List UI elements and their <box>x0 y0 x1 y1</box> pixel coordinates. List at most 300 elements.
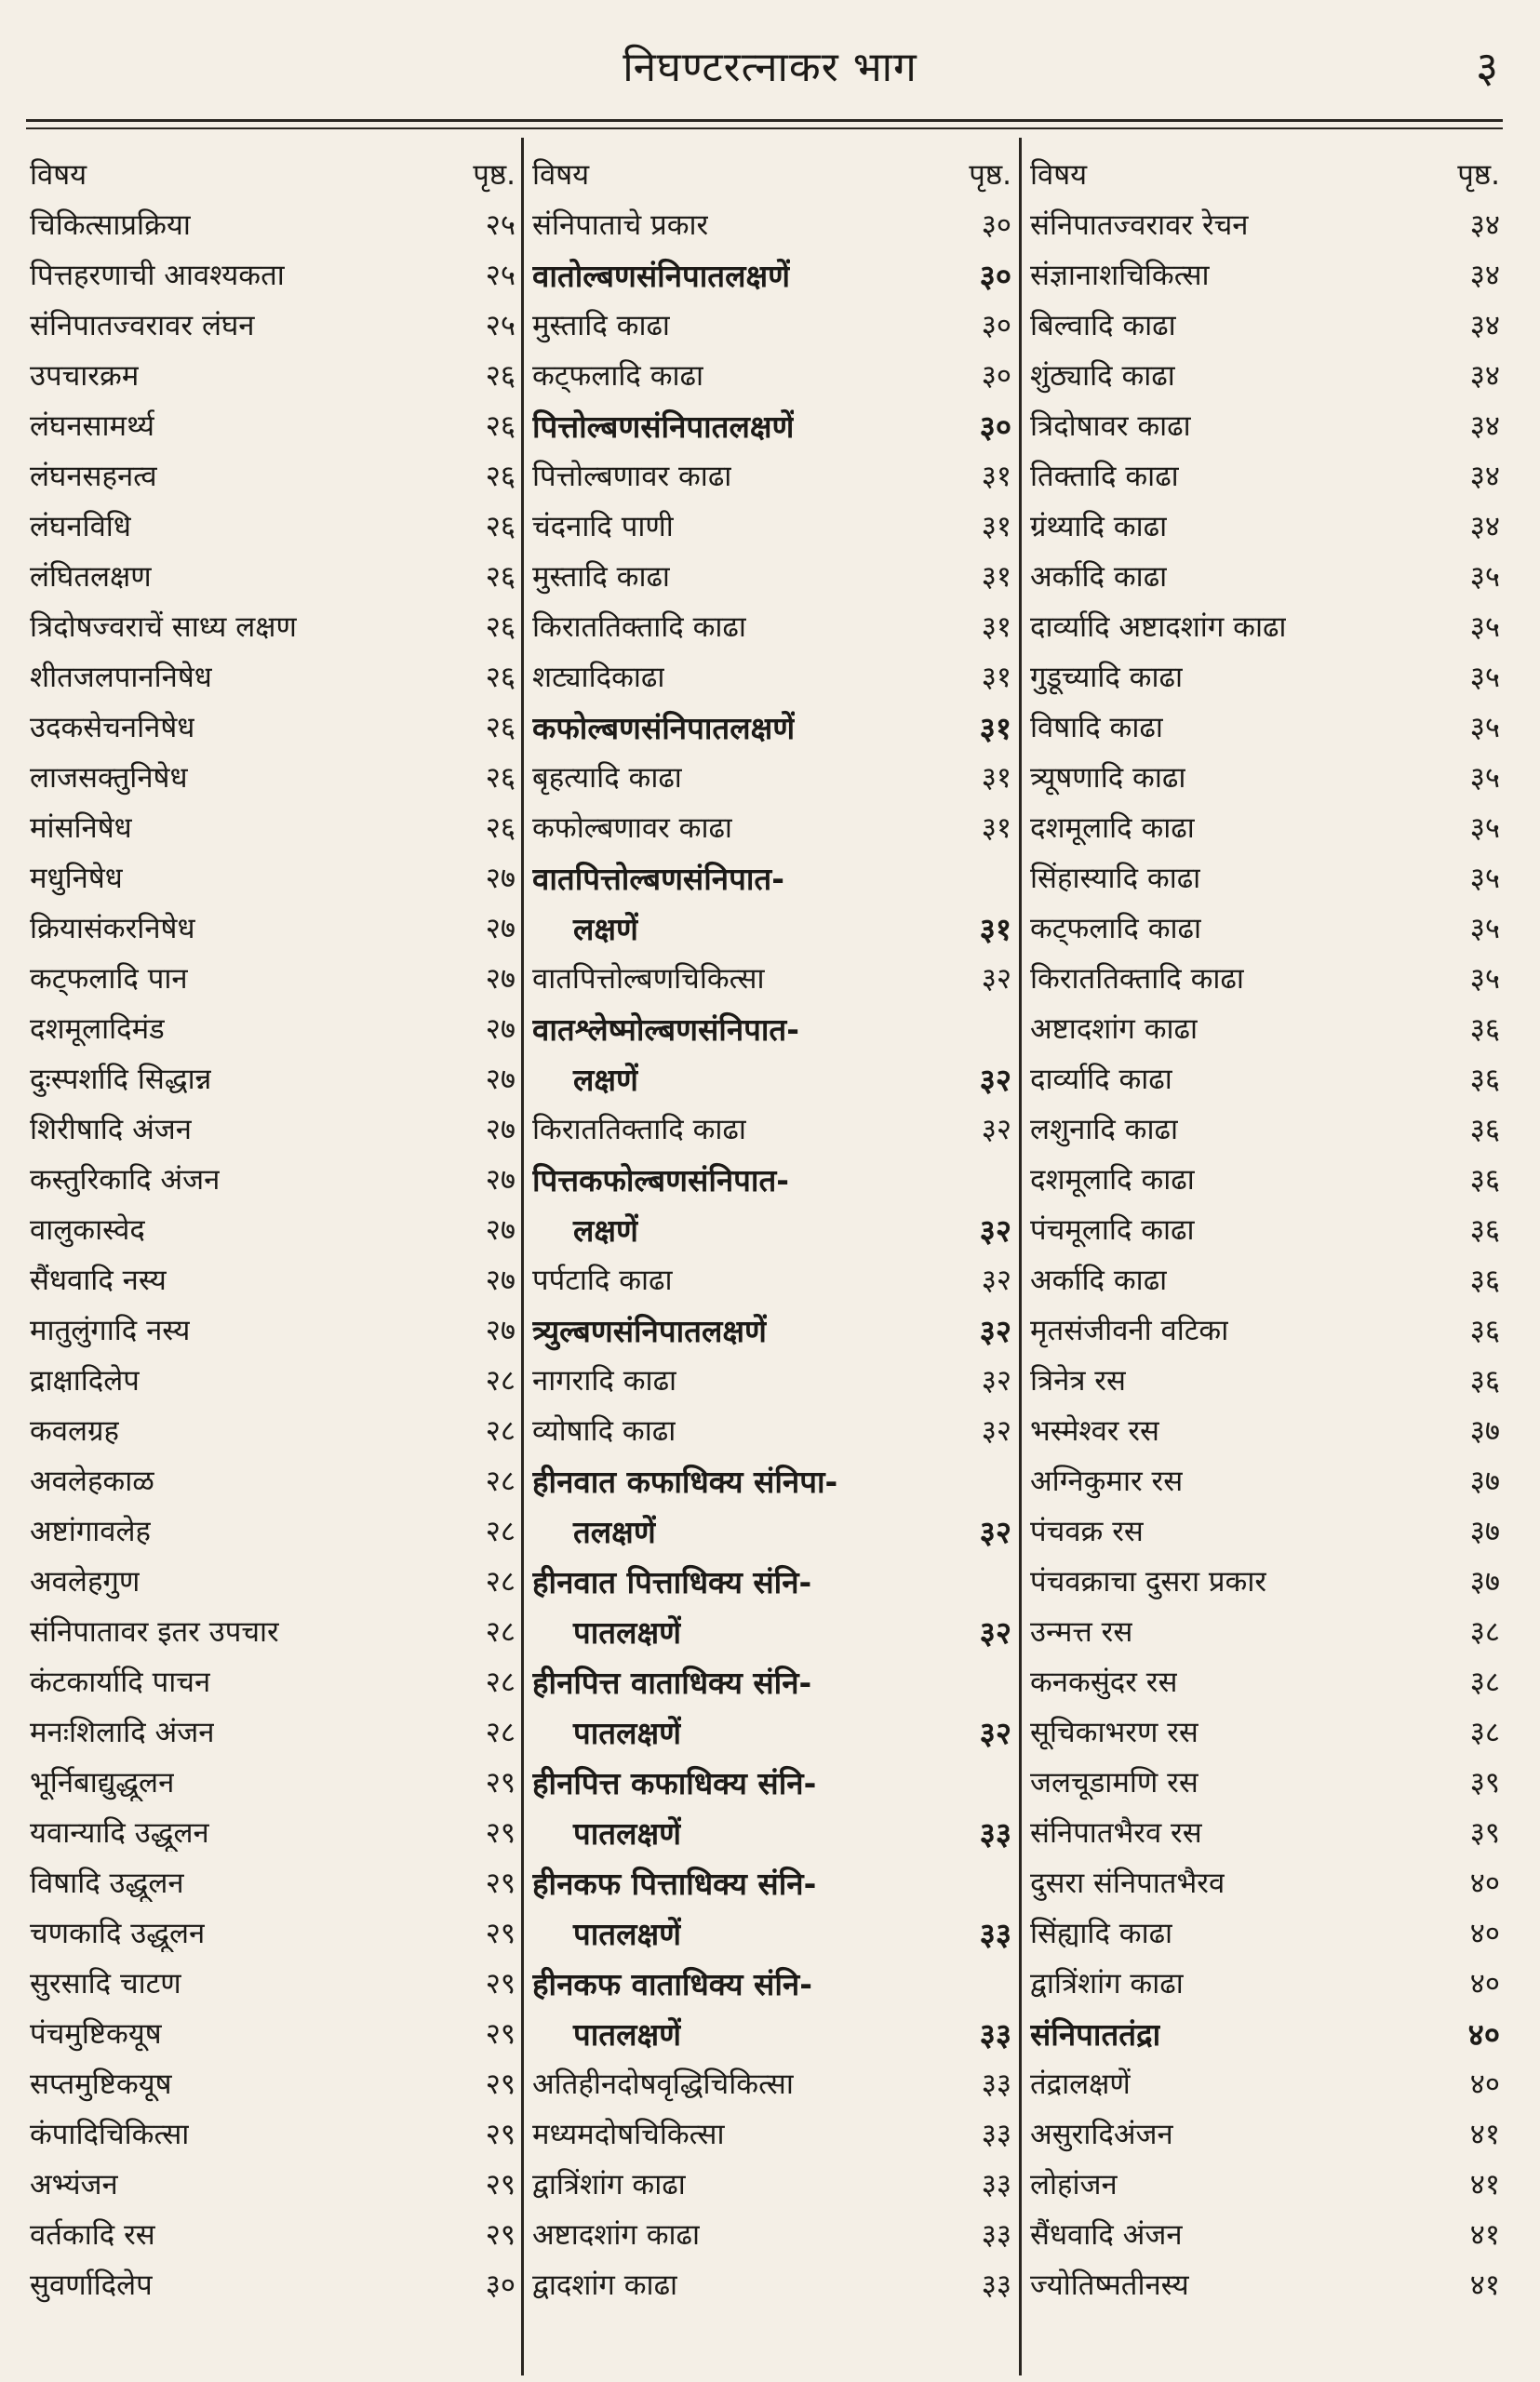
entry-page: ३५ <box>1469 811 1500 845</box>
index-entry <box>1026 651 1506 702</box>
entry-subject: सूचिकाभरण रस <box>1030 1716 1199 1749</box>
entry-page: ३८ <box>1469 1615 1500 1649</box>
index-entry <box>529 852 1017 903</box>
entry-subject: कफोल्बणावर काढा <box>532 811 732 845</box>
entry-page: २७ <box>485 1314 516 1347</box>
index-entry <box>1026 1807 1506 1857</box>
index-entry <box>529 2108 1017 2159</box>
index-entry <box>26 1807 521 1857</box>
page-number: ३ <box>1476 42 1498 92</box>
entry-page: २५ <box>485 309 516 342</box>
column-header-subject: विषय <box>30 158 87 192</box>
entry-page: ३१ <box>981 510 1011 543</box>
entry-page: ३६ <box>1469 1163 1500 1197</box>
index-rows <box>26 199 521 2309</box>
index-entry <box>1026 551 1506 601</box>
column-header <box>26 149 521 199</box>
entry-subject: हीनवात कफाधिक्य संनिपा- <box>532 1463 838 1500</box>
index-entry <box>529 702 1017 752</box>
index-entry <box>1026 1656 1506 1706</box>
entry-subject: ग्रंथ्यादि काढा <box>1030 510 1168 543</box>
entry-page: ३२ <box>979 1211 1011 1249</box>
index-entry <box>26 400 521 450</box>
entry-subject: पर्पटादि काढा <box>532 1264 673 1297</box>
entry-subject: मध्यमदोषचिकित्सा <box>532 2118 725 2151</box>
entry-page: ३० <box>981 309 1011 342</box>
entry-subject: वातोल्बणसंनिपातलक्षणें <box>532 257 791 294</box>
entry-page: ३८ <box>1469 1716 1500 1749</box>
entry-page: २७ <box>485 1113 516 1146</box>
entry-page: ३५ <box>1469 560 1500 594</box>
index-rows <box>1026 199 1506 2309</box>
entry-page: ३२ <box>979 1312 1011 1349</box>
index-entry <box>26 1104 521 1154</box>
column-header-page: पृष्ठ. <box>969 158 1011 192</box>
column-header-page: पृष्ठ. <box>473 158 516 192</box>
entry-subject: अर्कादि काढा <box>1030 1264 1168 1297</box>
index-entry <box>529 350 1017 400</box>
index-entry <box>26 802 521 852</box>
entry-subject: बृहत्यादि काढा <box>532 761 682 795</box>
entry-subject: अतिहीनदोषवृद्धिचिकित्सा <box>532 2068 794 2101</box>
entry-subject: त्र्यूषणादि काढा <box>1030 761 1186 795</box>
index-entry <box>1026 2058 1506 2108</box>
entry-page: ३६ <box>1469 1113 1500 1146</box>
entry-page: ३२ <box>981 1414 1011 1448</box>
entry-subject: संनिपातज्वरावर रेचन <box>1030 208 1249 242</box>
entry-page: ३४ <box>1469 409 1500 443</box>
column-header <box>1026 149 1506 199</box>
column-header-subject: विषय <box>1030 158 1088 192</box>
index-entry <box>26 1154 521 1204</box>
entry-subject: चिकित्साप्रक्रिया <box>30 208 191 242</box>
entry-page: ३२ <box>981 1113 1011 1146</box>
entry-subject: संज्ञानाशचिकित्सा <box>1030 259 1210 292</box>
entry-subject: विषादि काढा <box>1030 711 1163 744</box>
entry-subject: दशमूलादिमंड <box>30 1012 165 1046</box>
entry-page: २८ <box>485 1716 516 1749</box>
entry-subject: पंचवक्राचा दुसरा प्रकार <box>1030 1565 1267 1599</box>
entry-page: २९ <box>485 1967 516 2001</box>
entry-page: २७ <box>485 912 516 945</box>
entry-page: २८ <box>485 1414 516 1448</box>
entry-subject: संनिपातभैरव रस <box>1030 1816 1202 1850</box>
entry-page: ३६ <box>1469 1213 1500 1247</box>
entry-page: ३२ <box>979 1714 1011 1751</box>
entry-subject: असुरादिअंजन <box>1030 2118 1173 2151</box>
entry-subject: मुस्तादि काढा <box>532 309 670 342</box>
entry-subject: हीनवात पित्ताधिक्य संनि- <box>532 1563 812 1600</box>
entry-subject: द्राक्षादिलेप <box>30 1364 140 1398</box>
index-entry <box>1026 1104 1506 1154</box>
entry-subject: पातलक्षणें <box>573 2015 681 2053</box>
index-entry <box>1026 802 1506 852</box>
entry-page: ३३ <box>979 1915 1011 1952</box>
entry-page: २६ <box>485 761 516 795</box>
entry-page: ३३ <box>981 2168 1011 2201</box>
entry-page: ४० <box>1469 1967 1500 2001</box>
index-entry <box>1026 2259 1506 2309</box>
index-entry <box>529 1958 1017 2008</box>
index-entry <box>529 1204 1017 1254</box>
entry-page: ३७ <box>1469 1565 1500 1599</box>
entry-subject: अष्टांगावलेह <box>30 1515 152 1548</box>
entry-page: ३३ <box>981 2218 1011 2252</box>
entry-page: ३४ <box>1469 309 1500 342</box>
entry-subject: गुडूच्यादि काढा <box>1030 661 1183 694</box>
entry-subject: शुंठ्यादि काढा <box>1030 359 1175 393</box>
entry-subject: तिक्तादि काढा <box>1030 460 1179 493</box>
entry-subject: शीतजलपाननिषेध <box>30 661 212 694</box>
entry-subject: संनिपाताचे प्रकार <box>532 208 709 242</box>
entry-page: ३५ <box>1469 862 1500 895</box>
column-divider-1 <box>521 138 524 2375</box>
entry-page: ३१ <box>981 460 1011 493</box>
entry-subject: पातलक्षणें <box>573 1915 681 1952</box>
entry-page: ३१ <box>981 761 1011 795</box>
entry-page: २९ <box>485 1917 516 1950</box>
index-entry <box>26 1857 521 1907</box>
index-entry <box>529 1154 1017 1204</box>
entry-subject: सुवर्णादिलेप <box>30 2268 153 2302</box>
entry-subject: पित्तोल्बणावर काढा <box>532 460 732 493</box>
entry-subject: संनिपातज्वरावर लंघन <box>30 309 255 342</box>
entry-subject: सैंधवादि नस्य <box>30 1264 167 1297</box>
entry-subject: तंद्रालक्षणें <box>1030 2068 1131 2101</box>
entry-subject: किराततिक्तादि काढा <box>532 1113 746 1146</box>
entry-subject: लाजसक्तुनिषेध <box>30 761 188 795</box>
entry-subject: हीनकफ पित्ताधिक्य संनि- <box>532 1865 817 1902</box>
entry-page: २६ <box>485 510 516 543</box>
entry-subject: मुस्तादि काढा <box>532 560 670 594</box>
entry-subject: उन्मत्त रस <box>1030 1615 1133 1649</box>
entry-subject: मधुनिषेध <box>30 862 123 895</box>
index-entry <box>26 1656 521 1706</box>
index-entry <box>26 1305 521 1355</box>
index-entry <box>1026 1907 1506 1958</box>
index-entry <box>1026 1355 1506 1405</box>
entry-subject: शिरीषादि अंजन <box>30 1113 192 1146</box>
entry-page: ४० <box>1469 1867 1500 1900</box>
entry-subject: लंघनसहनत्व <box>30 460 157 493</box>
entry-page: २९ <box>485 2218 516 2252</box>
entry-page: ४१ <box>1469 2218 1500 2252</box>
entry-page: २७ <box>485 962 516 996</box>
index-entry <box>1026 2108 1506 2159</box>
entry-page: ३२ <box>981 962 1011 996</box>
index-entry <box>1026 450 1506 501</box>
entry-page: ३२ <box>979 1613 1011 1651</box>
index-entry <box>1026 852 1506 903</box>
entry-subject: त्र्युल्बणसंनिपातलक्षणें <box>532 1312 767 1349</box>
index-entry <box>529 2008 1017 2058</box>
entry-subject: अभ्यंजन <box>30 2168 118 2201</box>
entry-subject: पित्तकफोल्बणसंनिपात- <box>532 1161 789 1198</box>
entry-page: ३५ <box>1469 962 1500 996</box>
entry-subject: सिंह्यादि काढा <box>1030 1917 1173 1950</box>
entry-subject: दुसरा संनिपातभैरव <box>1030 1867 1225 1900</box>
index-entry <box>529 1656 1017 1706</box>
entry-page: ३० <box>979 257 1011 294</box>
entry-page: ३५ <box>1469 661 1500 694</box>
entry-subject: जलचूडामणि रस <box>1030 1766 1199 1800</box>
entry-subject: पातलक्षणें <box>573 1714 681 1751</box>
index-entry <box>529 2209 1017 2259</box>
index-entry <box>1026 1254 1506 1305</box>
entry-subject: लक्षणें <box>573 1211 638 1249</box>
index-entry <box>26 1053 521 1104</box>
index-entry <box>26 601 521 651</box>
entry-page: २८ <box>485 1364 516 1398</box>
index-entry <box>26 350 521 400</box>
entry-subject: कट्फलादि पान <box>30 962 188 996</box>
entry-subject: कंटकार्यादि पाचन <box>30 1666 211 1699</box>
entry-page: २९ <box>485 2068 516 2101</box>
index-column-3 <box>1026 149 1506 2373</box>
entry-page: ४० <box>1467 2015 1500 2053</box>
entry-subject: पित्तहरणाची आवश्यकता <box>30 259 285 292</box>
index-entry <box>1026 1305 1506 1355</box>
page-title: निघण्टरत्नाकर भाग <box>623 44 917 91</box>
index-entry <box>529 199 1017 249</box>
entry-page: ३१ <box>981 560 1011 594</box>
entry-page: ३४ <box>1469 208 1500 242</box>
entry-page: ३३ <box>979 2015 1011 2053</box>
entry-subject: चणकादि उद्धूलन <box>30 1917 206 1950</box>
entry-page: ४१ <box>1469 2168 1500 2201</box>
entry-page: २६ <box>485 460 516 493</box>
entry-subject: सैंधवादि अंजन <box>1030 2218 1183 2252</box>
entry-page: ३७ <box>1469 1465 1500 1498</box>
index-entry <box>26 551 521 601</box>
entry-subject: पित्तोल्बणसंनिपातलक्षणें <box>532 408 795 445</box>
entry-page: ३२ <box>979 1513 1011 1550</box>
entry-subject: दार्व्यादि काढा <box>1030 1063 1172 1096</box>
index-entry <box>529 2159 1017 2209</box>
index-entry <box>1026 752 1506 802</box>
index-entry <box>1026 1606 1506 1656</box>
index-entry <box>529 1104 1017 1154</box>
entry-subject: ज्योतिष्मतीनस्य <box>1030 2268 1189 2302</box>
entry-subject: उपचारक्रम <box>30 359 140 393</box>
entry-page: २६ <box>485 610 516 644</box>
entry-subject: पंचमुष्टिकयूष <box>30 2017 162 2051</box>
index-entry <box>26 1505 521 1556</box>
index-rows <box>529 199 1017 2309</box>
entry-subject: अवलेहकाळ <box>30 1465 154 1498</box>
index-entry <box>1026 1455 1506 1505</box>
index-entry <box>1026 1556 1506 1606</box>
entry-subject: द्वादशांग काढा <box>532 2268 678 2302</box>
index-entry <box>529 903 1017 953</box>
entry-subject: कफोल्बणसंनिपातलक्षणें <box>532 709 796 746</box>
index-entry <box>1026 1505 1506 1556</box>
entry-page: २७ <box>485 1063 516 1096</box>
index-entry <box>26 501 521 551</box>
entry-page: ३४ <box>1469 510 1500 543</box>
index-entry <box>529 802 1017 852</box>
index-entry <box>1026 1757 1506 1807</box>
index-entry <box>529 1455 1017 1505</box>
entry-page: ३७ <box>1469 1414 1500 1448</box>
entry-page: २७ <box>485 1163 516 1197</box>
index-entry <box>1026 702 1506 752</box>
index-entry <box>26 752 521 802</box>
entry-subject: विषादि उद्धूलन <box>30 1867 184 1900</box>
entry-page: २६ <box>485 711 516 744</box>
index-entry <box>26 1455 521 1505</box>
entry-subject: मृतसंजीवनी वटिका <box>1030 1314 1229 1347</box>
index-entry <box>1026 1857 1506 1907</box>
entry-page: २५ <box>485 259 516 292</box>
entry-subject: दशमूलादि काढा <box>1030 1163 1195 1197</box>
entry-page: २८ <box>485 1515 516 1548</box>
entry-page: ३६ <box>1469 1364 1500 1398</box>
entry-page: २५ <box>485 208 516 242</box>
entry-page: ३१ <box>981 610 1011 644</box>
index-entry <box>1026 300 1506 350</box>
index-entry <box>529 1556 1017 1606</box>
entry-subject: द्वात्रिंशांग काढा <box>532 2168 686 2201</box>
entry-page: २९ <box>485 2168 516 2201</box>
entry-page: २८ <box>485 1666 516 1699</box>
index-entry <box>26 2159 521 2209</box>
entry-page: ३० <box>981 359 1011 393</box>
entry-subject: पातलक्षणें <box>573 1613 681 1651</box>
index-entry <box>529 752 1017 802</box>
index-entry <box>529 249 1017 300</box>
entry-page: २७ <box>485 1012 516 1046</box>
entry-page: ३२ <box>981 1364 1011 1398</box>
entry-subject: लोहांजन <box>1030 2168 1118 2201</box>
entry-page: ४१ <box>1469 2118 1500 2151</box>
index-entry <box>26 702 521 752</box>
entry-page: ३२ <box>979 1061 1011 1098</box>
entry-page: ४० <box>1469 1917 1500 1950</box>
index-entry <box>1026 2159 1506 2209</box>
entry-subject: हीनपित्त वाताधिक्य संनि- <box>532 1664 812 1701</box>
entry-subject: सिंहास्यादि काढा <box>1030 862 1201 895</box>
index-column-2 <box>529 149 1017 2373</box>
entry-subject: पातलक्षणें <box>573 1814 681 1852</box>
header-rule-bottom <box>26 127 1503 129</box>
index-entry <box>26 852 521 903</box>
entry-subject: किराततिक्तादि काढा <box>532 610 746 644</box>
index-entry <box>1026 350 1506 400</box>
entry-subject: वर्तकादि रस <box>30 2218 155 2252</box>
index-entry <box>529 400 1017 450</box>
entry-page: २८ <box>485 1465 516 1498</box>
entry-subject: दुःस्पर्शादि सिद्धान्न <box>30 1063 212 1096</box>
entry-subject: चंदनादि पाणी <box>532 510 674 543</box>
entry-subject: दशमूलादि काढा <box>1030 811 1195 845</box>
index-entry <box>529 1505 1017 1556</box>
entry-subject: कवलग्रह <box>30 1414 120 1448</box>
index-entry <box>1026 601 1506 651</box>
entry-subject: त्रिदोषज्वराचें साध्य लक्षण <box>30 610 297 644</box>
index-entry <box>26 2259 521 2309</box>
index-entry <box>529 2058 1017 2108</box>
entry-subject: लशुनादि काढा <box>1030 1113 1178 1146</box>
column-divider-2 <box>1019 138 1022 2375</box>
index-entry <box>529 2259 1017 2309</box>
entry-page: ३६ <box>1469 1012 1500 1046</box>
entry-subject: पंचमूलादि काढा <box>1030 1213 1195 1247</box>
entry-page: ३१ <box>981 661 1011 694</box>
entry-page: २८ <box>485 1615 516 1649</box>
index-entry <box>529 1254 1017 1305</box>
entry-page: ३५ <box>1469 610 1500 644</box>
index-entry <box>529 501 1017 551</box>
index-entry <box>529 1053 1017 1104</box>
entry-page: ४१ <box>1469 2268 1500 2302</box>
entry-page: ३५ <box>1469 761 1500 795</box>
index-entry <box>26 1958 521 2008</box>
entry-page: २९ <box>485 2017 516 2051</box>
entry-subject: अर्कादि काढा <box>1030 560 1168 594</box>
entry-page: २६ <box>485 409 516 443</box>
index-entry <box>26 2209 521 2259</box>
entry-page: ३१ <box>979 910 1011 947</box>
index-entry <box>1026 1405 1506 1455</box>
index-entry <box>1026 2008 1506 2058</box>
index-entry <box>1026 2209 1506 2259</box>
column-header <box>529 149 1017 199</box>
entry-subject: कंपादिचिकित्सा <box>30 2118 190 2151</box>
index-entry <box>529 1907 1017 1958</box>
entry-subject: शट्यादिकाढा <box>532 661 665 694</box>
entry-subject: कट्फलादि काढा <box>532 359 704 393</box>
entry-subject: संनिपाततंद्रा <box>1030 2015 1161 2053</box>
index-entry <box>26 2058 521 2108</box>
index-entry <box>529 651 1017 702</box>
index-entry <box>26 1556 521 1606</box>
entry-page: २९ <box>485 1867 516 1900</box>
entry-page: ३६ <box>1469 1314 1500 1347</box>
entry-page: २९ <box>485 1766 516 1800</box>
entry-subject: अष्टादशांग काढा <box>532 2218 701 2252</box>
entry-subject: अग्निकुमार रस <box>1030 1465 1184 1498</box>
index-entry <box>1026 1706 1506 1757</box>
column-header-subject: विषय <box>532 158 590 192</box>
entry-page: २६ <box>485 661 516 694</box>
entry-page: २७ <box>485 862 516 895</box>
entry-subject: लक्षणें <box>573 1061 638 1098</box>
entry-subject: सप्तमुष्टिकयूष <box>30 2068 172 2101</box>
index-entry <box>529 1606 1017 1656</box>
entry-subject: लंघनविधि <box>30 510 131 543</box>
index-entry <box>26 1355 521 1405</box>
index-entry <box>26 1757 521 1807</box>
entry-subject: बिल्वादि काढा <box>1030 309 1176 342</box>
entry-subject: पंचवक्र रस <box>1030 1515 1144 1548</box>
entry-subject: द्वात्रिंशांग काढा <box>1030 1967 1184 2001</box>
index-entry <box>1026 249 1506 300</box>
entry-subject: वातश्लेष्मोल्बणसंनिपात- <box>532 1010 799 1048</box>
entry-subject: किराततिक्तादि काढा <box>1030 962 1244 996</box>
entry-subject: कट्फलादि काढा <box>1030 912 1202 945</box>
entry-page: ३१ <box>981 811 1011 845</box>
index-entry <box>529 1757 1017 1807</box>
index-entry <box>1026 1154 1506 1204</box>
entry-subject: हीनपित्त कफाधिक्य संनि- <box>532 1764 817 1801</box>
entry-page: ३० <box>979 408 1011 445</box>
entry-subject: दार्व्यादि अष्टादशांग काढा <box>1030 610 1287 644</box>
entry-page: ३३ <box>981 2118 1011 2151</box>
entry-subject: त्रिदोषावर काढा <box>1030 409 1191 443</box>
entry-page: ३६ <box>1469 1063 1500 1096</box>
entry-subject: त्रिनेत्र रस <box>1030 1364 1126 1398</box>
